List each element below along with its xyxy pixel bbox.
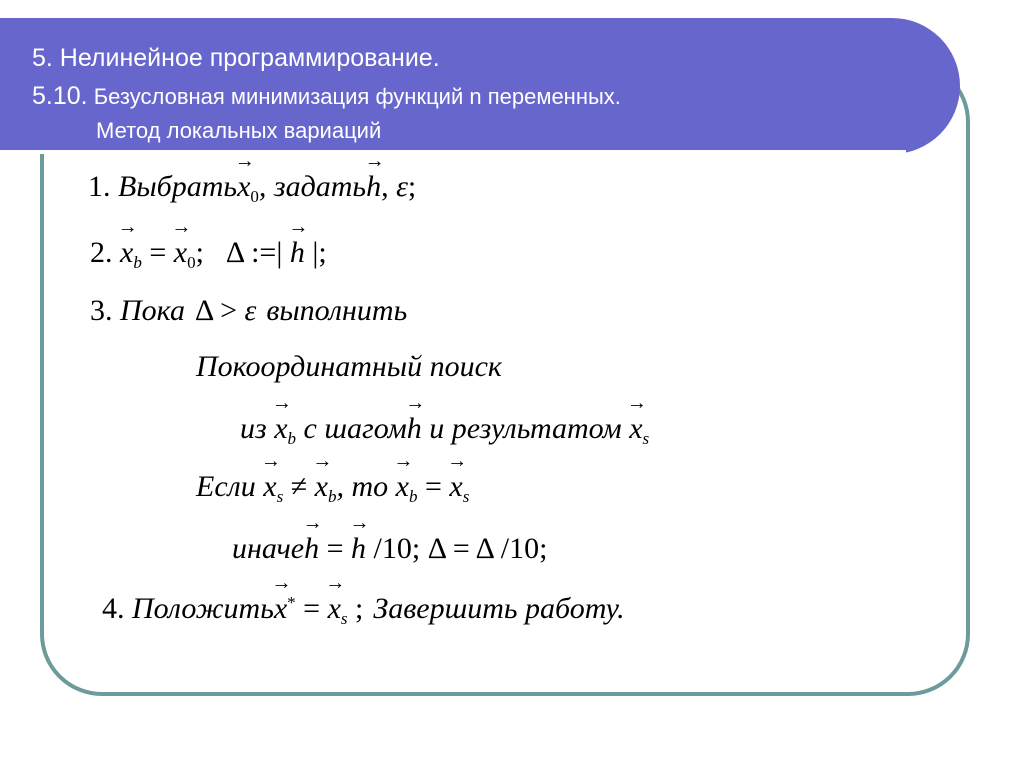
step-1-number: 1. <box>88 170 111 203</box>
vector-x: → x <box>274 592 287 626</box>
subscript-b: b <box>408 487 418 506</box>
vector-x: → x <box>449 470 462 504</box>
subscript-s: s <box>276 487 284 506</box>
step-3: 3. Пока Δ > ε выполнить <box>90 294 408 327</box>
step-3-text-do: выполнить <box>266 294 408 327</box>
step-1-text-choose: Выбрать <box>118 170 238 203</box>
text-from: из <box>240 412 267 445</box>
title-underline <box>0 150 906 154</box>
vector-h: → h <box>366 170 381 204</box>
vector-x: → x <box>315 470 328 504</box>
if-condition-line: Если → $x_s$ ≠ → $x_b$, то → $x_b$ = → $x_s$ <box>196 470 469 507</box>
text-else: иначе <box>232 532 305 565</box>
vector-x: → x <box>629 412 642 446</box>
subscript-b: b <box>287 429 297 448</box>
step-4-text-finish: Завершить работу. <box>373 592 625 625</box>
step-4-number: 4. <box>102 592 125 625</box>
delta-symbol: Δ <box>427 532 446 565</box>
delta-symbol: Δ <box>194 294 213 327</box>
step-2-number: 2. <box>90 236 113 269</box>
coordinate-search-line: Покоординатный поиск <box>196 350 502 383</box>
text-and: и <box>429 412 445 445</box>
superscript-star: * <box>287 593 296 612</box>
subsection-number: 5.10. <box>32 82 88 110</box>
step-3-number: 3. <box>90 294 113 327</box>
method-title: Метод локальных вариаций <box>96 118 382 143</box>
subscript-s: s <box>642 429 650 448</box>
vector-x: → x <box>274 412 287 446</box>
text-if: Если <box>196 470 256 503</box>
vector-x: → x <box>263 470 276 504</box>
subsection-title <box>32 82 621 111</box>
else-line: иначе→ h = → h /10; Δ = Δ /10; <box>232 532 547 566</box>
subscript-b: b <box>133 253 142 272</box>
delta-symbol: Δ <box>225 236 244 269</box>
section-title: 5. Нелинейное программирование. <box>32 44 440 72</box>
subscript-s: s <box>340 609 348 628</box>
text-with-step: с шагом <box>303 412 407 445</box>
step-1-text-set: , задать <box>258 170 367 203</box>
step-1: 1. Выбрать→ $x_0$, задать→ h, ε; <box>88 170 416 207</box>
subscript-0: 0 <box>187 253 196 272</box>
text-then: , то <box>336 470 389 503</box>
subscript-0: 0 <box>250 187 259 206</box>
delta-symbol: Δ <box>475 532 494 565</box>
subscript-s: s <box>462 487 470 506</box>
vector-h: → h <box>351 532 366 566</box>
vector-h: → h <box>304 532 319 566</box>
epsilon-symbol: ε <box>396 170 408 203</box>
vector-x: → x <box>328 592 341 626</box>
subscript-b: b <box>327 487 337 506</box>
vector-h: → h <box>407 412 422 446</box>
step-4: 4. Положить→ x* = → $x_s$ ; Завершить работу. <box>102 592 625 629</box>
vector-x: → x <box>237 170 250 204</box>
epsilon-symbol: ε <box>244 294 257 327</box>
vector-h: → h <box>290 236 305 270</box>
step-3-text-while: Пока <box>120 294 185 327</box>
vector-x: → x <box>120 236 133 270</box>
subsection-name: Безусловная минимизация функций n переменных. <box>93 84 621 109</box>
text-result: результатом <box>451 412 622 445</box>
title-banner <box>0 18 960 154</box>
step-2: 2. → $x_b$ = → $x_0$; Δ :=| → h |; <box>90 236 327 273</box>
search-params-line <box>240 412 649 449</box>
vector-x: → x <box>174 236 187 270</box>
step-4-text-set: Положить <box>132 592 274 625</box>
vector-x: → x <box>396 470 409 504</box>
